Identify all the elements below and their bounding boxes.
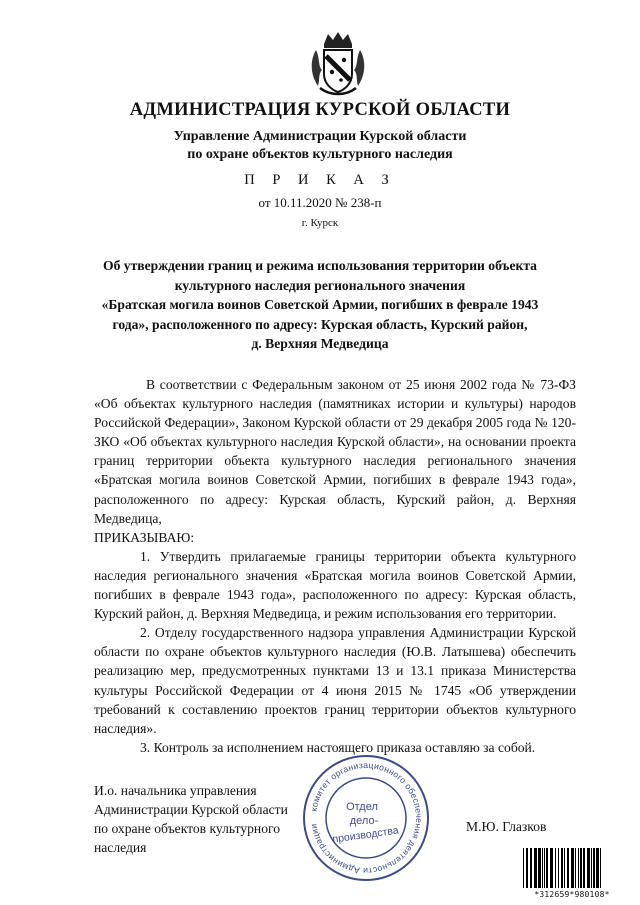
barcode-bar: [561, 848, 563, 888]
subject-line: д. Верхняя Медведица: [251, 336, 389, 351]
barcode-bar: [575, 848, 576, 888]
barcode-bar: [530, 848, 532, 888]
barcode-bar: [593, 848, 595, 888]
office-stamp: [300, 752, 432, 884]
subject-line: года», расположенного по адресу: Курская область, Курский район,: [112, 316, 528, 332]
position-line: Администрации Курской области: [94, 802, 288, 817]
barcode-bar: [523, 848, 524, 888]
barcode-bar: [550, 848, 553, 888]
stamp-center-line: производства: [331, 824, 400, 846]
barcode-bar: [567, 848, 569, 888]
barcode-bar: [564, 848, 565, 888]
department-line-1: Управление Администрации Курской области: [173, 129, 467, 144]
barcode-number: *312659*980108*: [534, 890, 610, 899]
subject-line: «Братская могила воинов Советской Армии, погибших в феврале 1943: [101, 297, 539, 312]
barcode-bar: [571, 848, 574, 888]
document-type: П Р И К А З: [244, 172, 396, 188]
coat-of-arms-emblem: [306, 30, 370, 96]
position-line: И.о. начальника управления: [94, 783, 257, 798]
stamp-center-line: дело-: [349, 815, 379, 827]
barcode-bar: [580, 848, 582, 888]
subject-line: культурного наследия регионального значения: [174, 277, 466, 293]
order-item-1: 1. Утвердить прилагаемые границы территории объекта культурного наследия регионального значения «Братская могила воинов Советской Армии, погибших в феврале 1943 года», расположенного по адресу: Курская область, Курский район, д. Верхняя Медведица, и режим использования его территории.: [94, 548, 576, 622]
barcode-bar: [600, 848, 601, 888]
barcode-bar: [578, 848, 579, 888]
order-item-3: 3. Контроль за исполнением настоящего приказа оставляю за собой.: [140, 739, 536, 755]
signature-position: [94, 781, 334, 857]
department-name: [0, 128, 640, 164]
order-subject: [0, 256, 640, 354]
barcode-bar: [534, 848, 537, 888]
barcode-bar: [583, 848, 585, 888]
barcode-bar: [587, 848, 590, 888]
barcode-bar: [555, 848, 556, 888]
preamble-paragraph: В соответствии с Федеральным законом от 25 июня 2002 года № 73-ФЗ «Об объектах культурного наследия (памятниках истории и культуры) народов Российской Федерации», Законом Курской области от 29 декабря 2005 года № 120-ЗКО «Об объектах культурного наследия Курской области», на основании проекта границ территории объекта культурного наследия регионального значения «Братская могила воинов Советской Армии, погибших в феврале 1943 года», расположенного по адресу: Курская область, Курский район, д. Верхняя Медведица,: [94, 377, 576, 526]
barcode-bar: [544, 848, 545, 888]
order-date-number: от 10.11.2020 № 238-п: [258, 195, 382, 210]
department-line-2: по охране объектов культурного наследия: [187, 147, 453, 162]
org-title: АДМИНИСТРАЦИЯ КУРСКОЙ ОБЛАСТИ: [129, 100, 511, 120]
position-line: по охране объектов культурного наследия: [94, 821, 281, 855]
subject-line: Об утверждении границ и режима использования территории объекта: [103, 258, 537, 273]
order-item-2: 2. Отделу государственного надзора управления Администрации Курской области по охране объектов культурного наследия (Ю.В. Латышева) обеспечить реализацию мер, предусмотренных пунктами 13 и 13.1 приказа Министерства культуры Российской Федерации от 4 июня 2015 № 1745 «Об утверждении требований к составлению проектов границ территории объектов культурного наследия».: [94, 625, 576, 736]
signatory-name: М.Ю. Глазков: [466, 819, 547, 834]
barcode-bar: [538, 848, 541, 888]
barcode-bar: [558, 848, 559, 888]
order-body: [94, 375, 576, 757]
barcode-bar: [526, 848, 528, 888]
barcode-bar: [596, 848, 599, 888]
stamp-center-line: Отдел: [346, 801, 378, 813]
stamp-ring-text: комитет организационного обеспечения деятельности Администрации: [308, 759, 425, 877]
barcode-bar: [542, 848, 543, 888]
barcode-bar: [546, 848, 548, 888]
command-word: ПРИКАЗЫВАЮ:: [94, 529, 195, 545]
document-barcode: [522, 848, 622, 890]
barcode-bar: [591, 848, 592, 888]
order-city: г. Курск: [301, 217, 339, 229]
